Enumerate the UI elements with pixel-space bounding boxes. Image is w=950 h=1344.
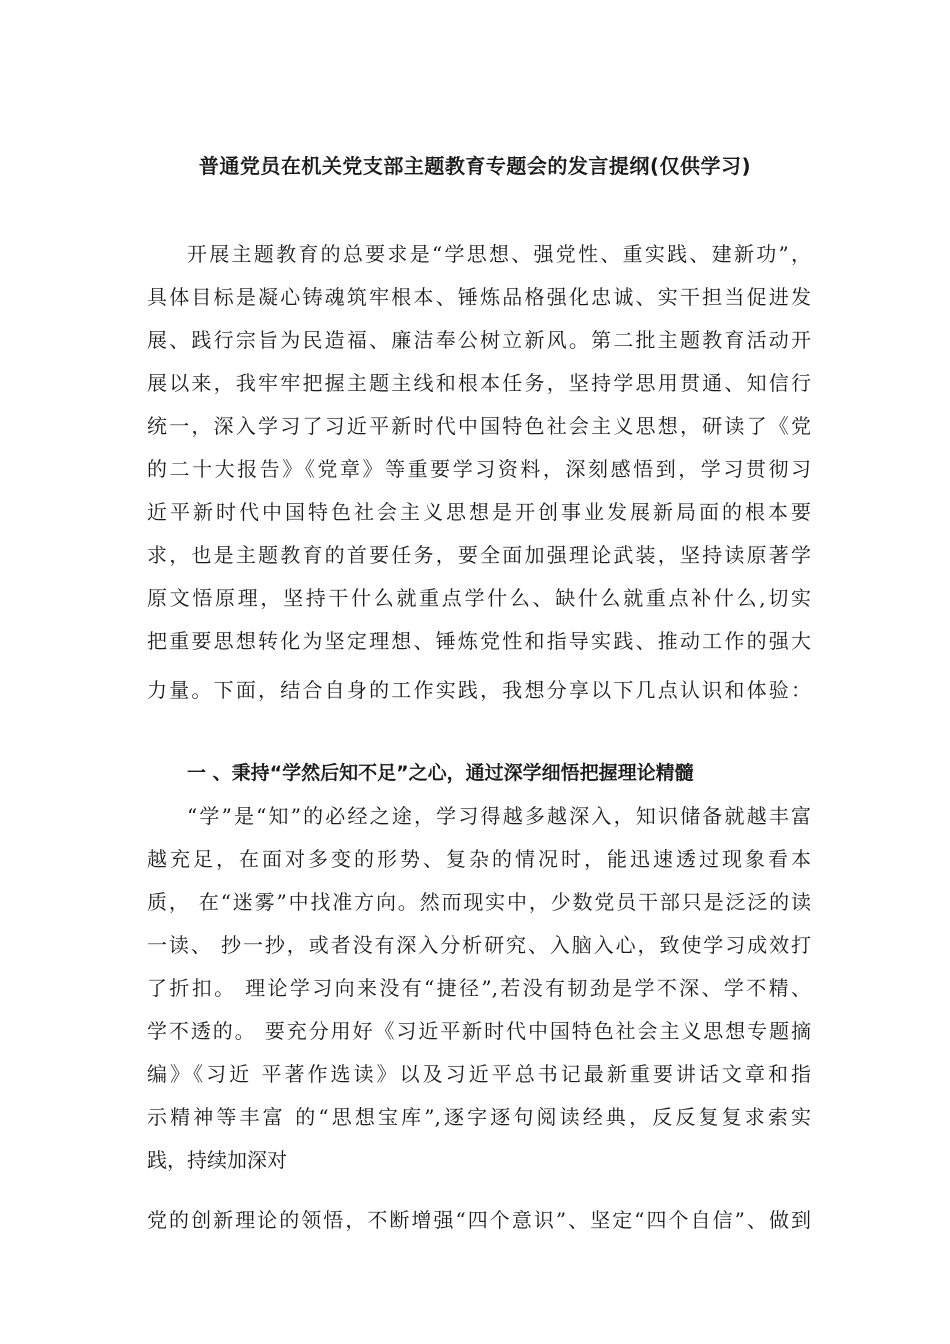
section-line: 了折扣。 理论学习向来没有“捷径”,若没有韧劲是学不深、学不精、 bbox=[147, 976, 811, 1000]
intro-line: 统一，深入学习了习近平新时代中国特色社会主义思想，研读了《党 bbox=[147, 414, 811, 438]
section-line: 一读、 抄一抄，或者没有深入分析研究、入脑入心，致使学习成效打 bbox=[147, 933, 811, 957]
continuation-line: 党的创新理论的领悟，不断增强“四个意识”、坚定“四个自信”、做到 bbox=[147, 1208, 811, 1232]
intro-line: 展以来，我牢牢把握主题主线和根本任务，坚持学思用贯通、知信行 bbox=[147, 371, 811, 395]
section-line: 越充足，在面对多变的形势、复杂的情况时，能迅速透过现象看本 bbox=[147, 847, 811, 871]
intro-line: 力量。下面，结合自身的工作实践，我想分享以下几点认识和体验： bbox=[147, 678, 811, 702]
intro-line: 求，也是主题教育的首要任务，要全面加强理论武装，坚持读原著学 bbox=[147, 543, 811, 567]
section-heading: 一 、秉持“学然后知不足”之心，通过深学细悟把握理论精髓 bbox=[187, 762, 694, 784]
section-line: 学不透的。 要充分用好《习近平新时代中国特色社会主义思想专题摘 bbox=[147, 1019, 811, 1043]
intro-line: 的二十大报告》《党章》等重要学习资料，深刻感悟到，学习贯彻习 bbox=[147, 457, 811, 481]
section-line: 编》《习近 平著作选读》以及习近平总书记最新重要讲话文章和指 bbox=[147, 1062, 811, 1086]
intro-line: 具体目标是凝心铸魂筑牢根本、锤炼品格强化忠诚、实干担当促进发 bbox=[147, 285, 811, 309]
intro-line: 把重要思想转化为坚定理想、锤炼党性和指导实践、推动工作的强大 bbox=[147, 629, 811, 653]
section-line: 质， 在“迷雾”中找准方向。然而现实中，少数党员干部只是泛泛的读 bbox=[147, 890, 811, 914]
intro-line: 近平新时代中国特色社会主义思想是开创事业发展新局面的根本要 bbox=[147, 500, 811, 524]
intro-line: 展、践行宗旨为民造福、廉洁奉公树立新风。第二批主题教育活动开 bbox=[147, 328, 811, 352]
section-line: 践，持续加深对 bbox=[147, 1148, 287, 1172]
document-title: 普通党员在机关党支部主题教育专题会的发言提纲(仅供学习) bbox=[198, 154, 752, 178]
section-line: 示精神等丰富 的“思想宝库”,逐字逐句阅读经典，反反复复求索实 bbox=[147, 1105, 811, 1129]
section-line: “学”是“知”的必经之途，学习得越多越深入，知识储备就越丰富 bbox=[187, 804, 811, 828]
intro-line: 开展主题教育的总要求是“学思想、强党性、重实践、建新功”， bbox=[187, 242, 811, 266]
intro-line: 原文悟原理，坚持干什么就重点学什么、缺什么就重点补什么,切实 bbox=[147, 586, 811, 610]
